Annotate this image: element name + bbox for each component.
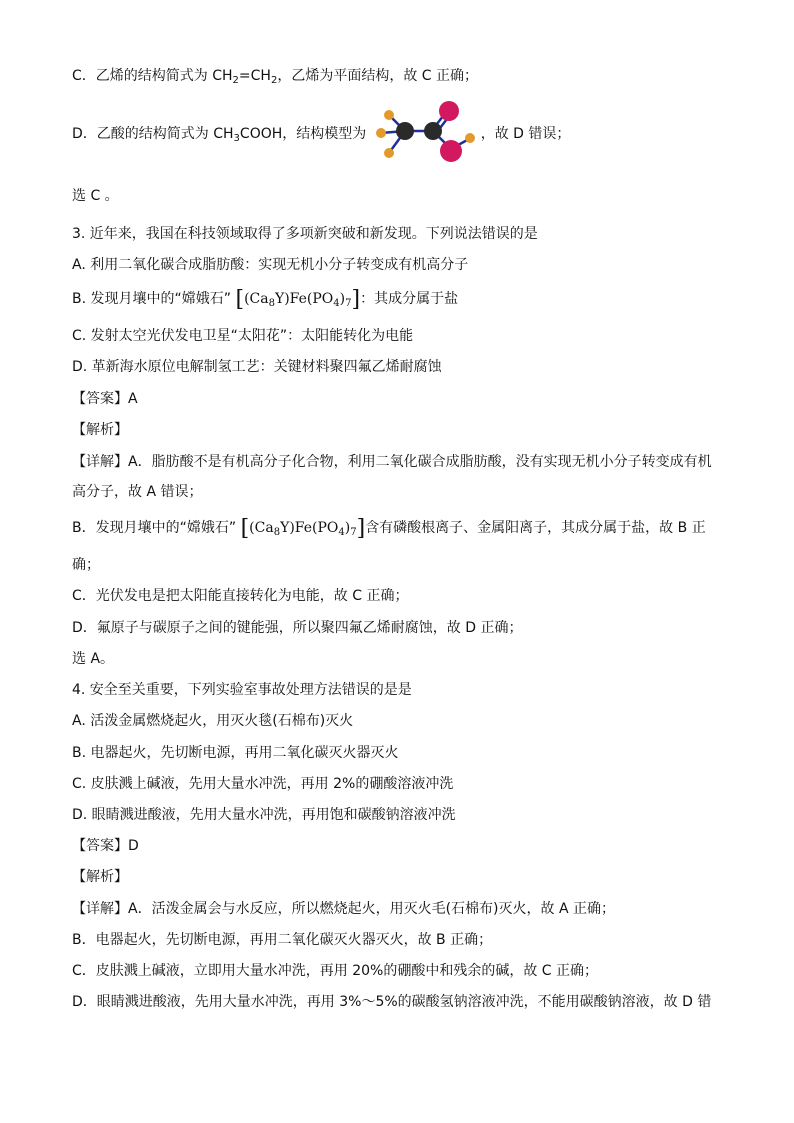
subscript: 3 bbox=[233, 133, 240, 144]
acetic-acid-ball-stick-model bbox=[371, 101, 481, 167]
hydrogen-atom bbox=[384, 110, 394, 120]
text-segment: D．乙酸的结构简式为 CH bbox=[72, 126, 234, 142]
question-4-option-b: B. 电器起火，先切断电源，再用二氧化碳灭火器灭火 bbox=[72, 745, 399, 761]
question-4-stem: 4. 安全至关重要，下列实验室事故处理方法错误的是是 bbox=[72, 682, 412, 698]
text-segment: B．发现月壤中的“嫦娥石” bbox=[72, 520, 237, 536]
subscript: 8 bbox=[273, 527, 281, 538]
text-segment: B. 发现月壤中的“嫦娥石” bbox=[72, 291, 232, 307]
chang-e-stone-formula: $[(Ca_8Y)Fe(PO_4)_7]$ bbox=[240, 516, 366, 541]
formula-part: Y)Fe(PO bbox=[274, 291, 334, 307]
detail-3-d: D．氟原子与碳原子之间的键能强，所以聚四氟乙烯耐腐蚀，故 D 正确； bbox=[72, 620, 523, 636]
subscript: 7 bbox=[345, 298, 352, 309]
subscript: 4 bbox=[338, 527, 345, 538]
oxygen-atom bbox=[440, 140, 462, 162]
text-segment: ：其成分属于盐 bbox=[360, 291, 459, 307]
question-3-stem: 3. 近年来，我国在科技领域取得了多项新突破和新发现。下列说法错误的是 bbox=[72, 226, 538, 242]
text-segment: C．乙烯的结构简式为 CH bbox=[72, 68, 233, 84]
detail-4-a: 【详解】A．活泼金属会与水反应，所以燃烧起火，用灭火毛(石棉布)灭火，故 A 正确； bbox=[72, 901, 615, 917]
text-segment: 含有磷酸根离子、金属阳离子，其成分属于盐，故 B 正 bbox=[365, 520, 706, 536]
option-c-ethylene bbox=[72, 66, 734, 91]
subscript: 7 bbox=[350, 527, 357, 538]
subscript: 2 bbox=[232, 75, 239, 86]
detail-4-c: C．皮肤溅上碱液，立即用大量水冲洗，再用 20%的硼酸中和残余的碱，故 C 正确； bbox=[72, 963, 599, 979]
answer-label-3: 【答案】A bbox=[72, 391, 138, 407]
question-4-option-d: D. 眼睛溅进酸液，先用大量水冲洗，再用饱和碳酸钠溶液冲洗 bbox=[72, 807, 456, 823]
hydrogen-atom bbox=[384, 148, 394, 158]
question-3-option-b bbox=[72, 289, 734, 314]
text-segment: COOH，结构模型为 bbox=[239, 126, 367, 142]
answer-choose-c: 选 C 。 bbox=[72, 188, 119, 204]
subscript: 8 bbox=[268, 298, 275, 309]
detail-3-c: C．光伏发电是把太阳能直接转化为电能，故 C 正确； bbox=[72, 588, 409, 604]
formula-part: Y)Fe(PO bbox=[280, 520, 339, 536]
detail-3-b-line1 bbox=[72, 518, 734, 543]
subscript: 2 bbox=[270, 75, 278, 86]
question-3-option-a: A. 利用二氧化碳合成脂肪酸：实现无机小分子转变成有机高分子 bbox=[72, 257, 469, 273]
question-3-option-c: C. 发射太空光伏发电卫星“太阳花”：太阳能转化为电能 bbox=[72, 328, 414, 344]
answer-choose-a: 选 A。 bbox=[72, 651, 115, 667]
hydrogen-atom bbox=[465, 133, 475, 143]
formula-part: Ca bbox=[249, 291, 269, 307]
detail-4-d: D．眼睛溅进酸液，先用大量水冲洗，再用 3%～5%的碳酸氢钠溶液冲洗，不能用碳酸钠溶液，故 D 错 bbox=[72, 994, 712, 1010]
analysis-label-3: 【解析】 bbox=[72, 422, 128, 438]
detail-3-b-line2: 确； bbox=[72, 557, 100, 573]
question-4-option-a: A. 活泼金属燃烧起火，用灭火毯(石棉布)灭火 bbox=[72, 713, 354, 729]
answer-label-4: 【答案】D bbox=[72, 838, 139, 854]
formula-part: Ca bbox=[254, 520, 274, 536]
text-segment: =CH bbox=[238, 68, 271, 84]
text-segment: ，故 D 错误； bbox=[480, 126, 571, 142]
analysis-label-4: 【解析】 bbox=[72, 869, 128, 885]
detail-4-b: B．电器起火，先切断电源，再用二氧化碳灭火器灭火，故 B 正确； bbox=[72, 932, 493, 948]
oxygen-atom bbox=[439, 101, 459, 121]
detail-3-a-line1: 【详解】A．脂肪酸不是有机高分子化合物，利用二氧化碳合成脂肪酸，没有实现无机小分子转变成有机 bbox=[72, 454, 712, 470]
hydrogen-atom bbox=[376, 128, 386, 138]
question-4-option-c: C. 皮肤溅上碱液，先用大量水冲洗，再用 2%的硼酸溶液冲洗 bbox=[72, 776, 454, 792]
carbon-atom bbox=[424, 122, 442, 140]
option-d-acetic-acid bbox=[72, 101, 734, 167]
carbon-atom bbox=[396, 122, 414, 140]
subscript: 4 bbox=[333, 298, 340, 309]
detail-3-a-line2: 高分子，故 A 错误； bbox=[72, 484, 203, 500]
text-segment: ，乙烯为平面结构，故 C 正确； bbox=[277, 68, 479, 84]
chang-e-stone-formula: $[(Ca_8Y)Fe(PO_4)_7]$ bbox=[235, 287, 361, 312]
question-3-option-d: D. 革新海水原位电解制氢工艺：关键材料聚四氟乙烯耐腐蚀 bbox=[72, 359, 442, 375]
